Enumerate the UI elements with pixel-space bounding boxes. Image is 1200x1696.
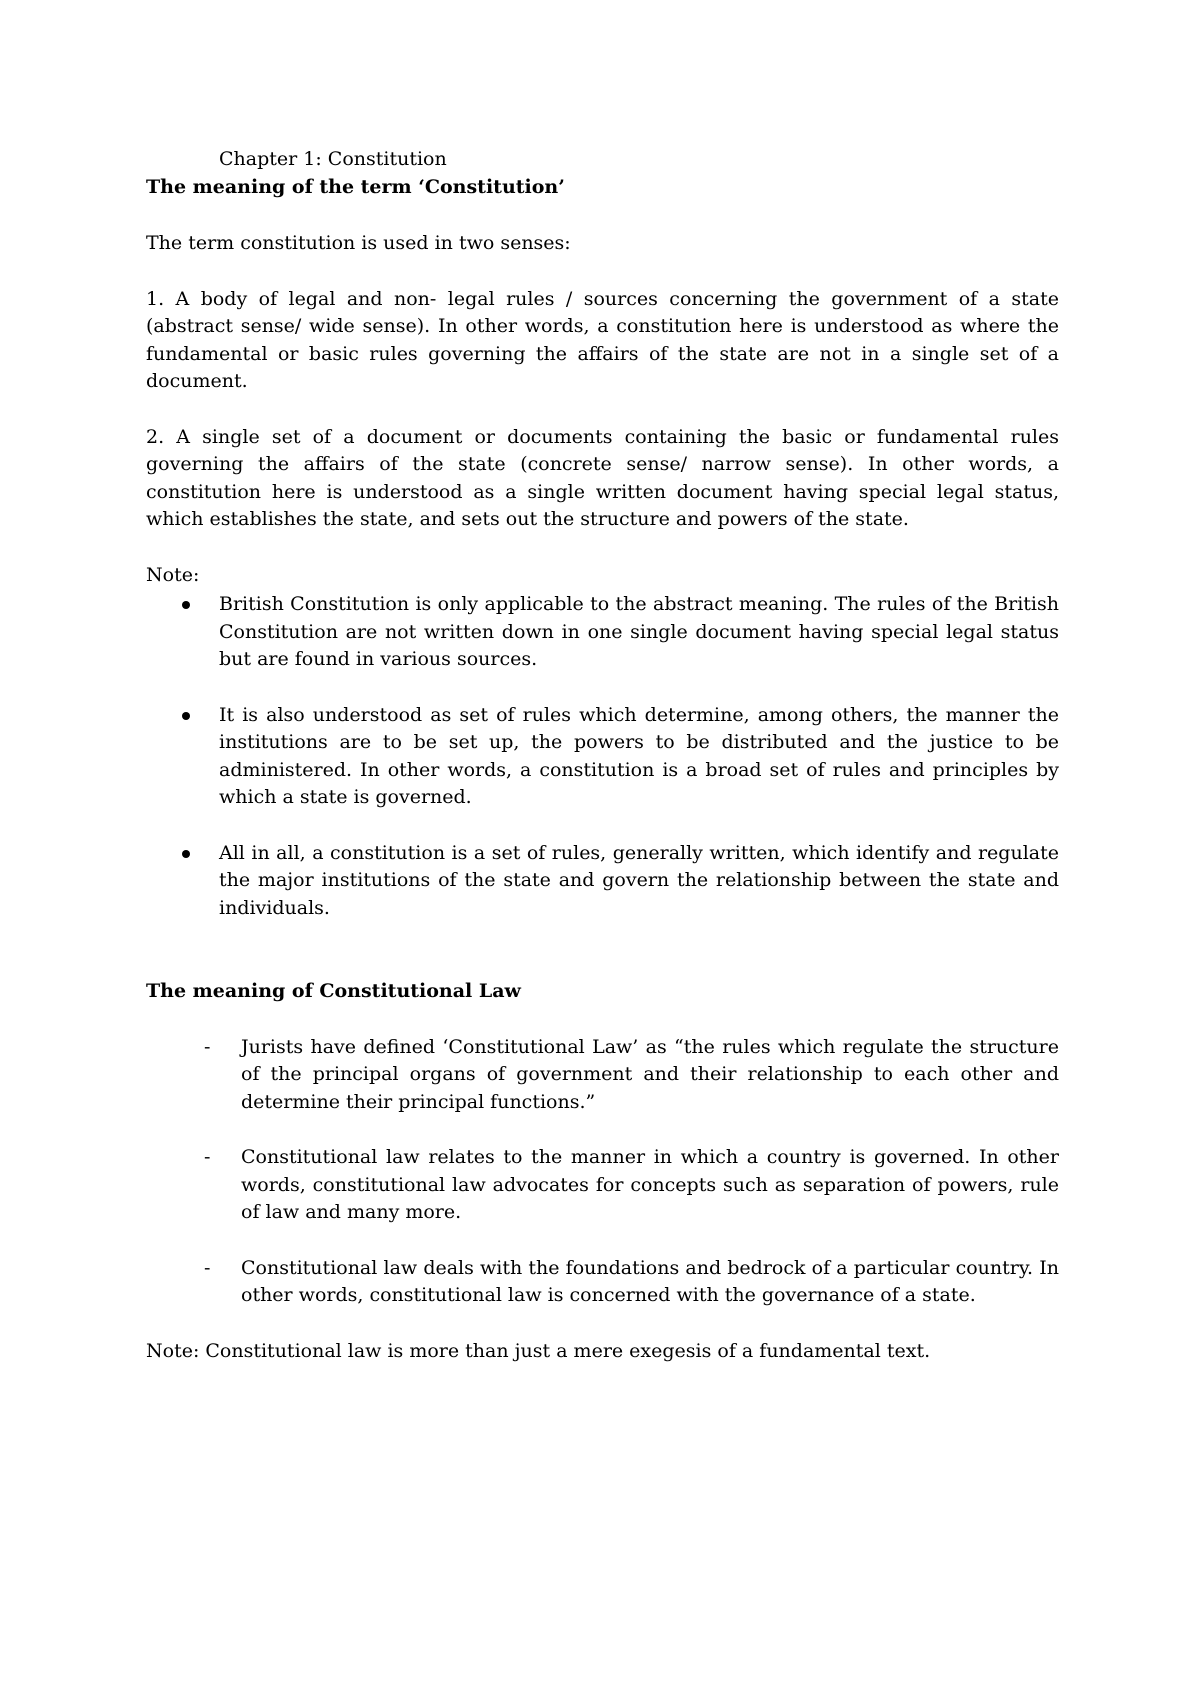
- dash-list-item: [146, 1034, 1059, 1117]
- dash-icon: -: [204, 1146, 211, 1168]
- bullet-icon: [182, 712, 190, 720]
- intro-paragraph: The term constitution is used in two senses:: [146, 232, 571, 254]
- sense-paragraph-1: 1. A body of legal and non- legal rules / sources concerning the government of a state (abstract sense/ wide sense). In other words, a constitution here is understood as where the fundamental or basic rules governing the affairs of the state are not in a single set of a document.: [146, 287, 1059, 392]
- note-label: Note:: [146, 563, 200, 586]
- section-heading-constitution: The meaning of the term ‘Constitution’: [146, 175, 565, 198]
- dash-list-item: [146, 1255, 1059, 1310]
- note-bullet-item: [146, 702, 1059, 812]
- note-bullet-item: [146, 591, 1059, 674]
- note-bullet-text: British Constitution is only applicable to the abstract meaning. The rules of the British Constitution are not written down in one single document having special legal status but are found in various sources.: [219, 593, 1059, 670]
- section-heading-constitutional-law: The meaning of Constitutional Law: [146, 980, 521, 1002]
- note-bullet-list: [146, 591, 1059, 922]
- note-bullet-text: It is also understood as set of rules which determine, among others, the manner the institutions are to be set up, the powers to be distributed and the justice to be administered. In other words, a constitution is a broad set of rules and principles by which a state is governed.: [219, 703, 1059, 808]
- constitutional-law-list: [146, 1034, 1059, 1310]
- bullet-icon: [182, 850, 190, 858]
- dash-icon: -: [204, 1256, 211, 1279]
- dash-icon: -: [204, 1035, 211, 1058]
- note-bullet-item: [146, 840, 1059, 923]
- sense-paragraph-2: 2. A single set of a document or documents containing the basic or fundamental rules governing the affairs of the state (concrete sense/ narrow sense). In other words, a constitution here is understood as a single written document having special legal status, which establishes the state, and sets out the structure and powers of the state.: [146, 425, 1059, 530]
- chapter-title: Chapter 1: Constitution: [219, 148, 447, 170]
- note-bullet-text: All in all, a constitution is a set of rules, generally written, which identify and regulate the major institutions of the state and govern the relationship between the state and individuals.: [219, 841, 1059, 919]
- bullet-icon: [182, 601, 190, 609]
- document-body: [146, 146, 1059, 1365]
- dash-item-text: Constitutional law relates to the manner in which a country is governed. In other words, constitutional law advocates for concepts such as separation of powers, rule of law and many more.: [241, 1146, 1059, 1223]
- dash-item-text: Constitutional law deals with the foundations and bedrock of a particular country. In other words, constitutional law is concerned with the governance of a state.: [241, 1256, 1059, 1306]
- final-note: Note: Constitutional law is more than just a mere exegesis of a fundamental text.: [146, 1339, 931, 1362]
- dash-item-text: Jurists have defined ‘Constitutional Law’ as “the rules which regulate the structure of the principal organs of government and their relationship to each other and determine their principal functions.”: [241, 1035, 1059, 1113]
- dash-list-item: [146, 1144, 1059, 1227]
